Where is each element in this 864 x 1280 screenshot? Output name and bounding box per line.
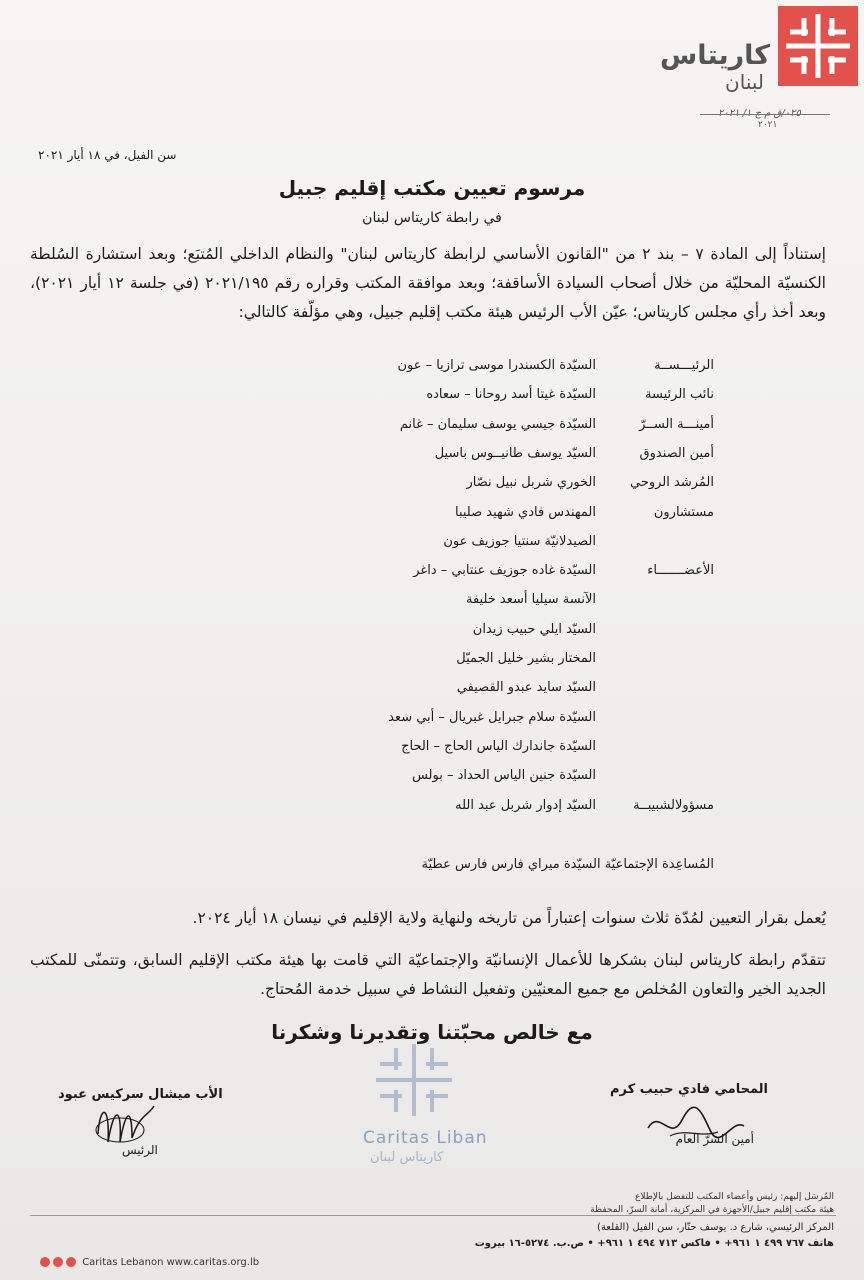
member-name: المهندس فادي شهيد صليبا xyxy=(454,505,596,520)
member-name: السيّدة سلام جبرايل غبريال – أبي سعد xyxy=(388,710,596,725)
member-name: الخوري شربل نبيل نصّار xyxy=(466,475,596,490)
reference-year: ٢٠٢١ xyxy=(758,120,778,130)
watermark-text-arabic: كاريتاس لبنان xyxy=(370,1150,444,1165)
member-name: السيّدة جيسي يوسف سليمان – غانم xyxy=(399,417,596,432)
footer-web xyxy=(40,1257,259,1268)
signature-right-name: المحامي فادي حبيب كرم xyxy=(610,1082,768,1097)
member-name: السيّدة جاندارك الياس الحاج – الحاج xyxy=(401,739,596,754)
closing-paragraph-thanks: تتقدّم رابطة كاريتاس لبنان بشكرها للأعمال الإنسانيّة والإجتماعيّة التي قامت بها هيئة مكتب الإقليم السابق، وتتمنّى للمكتب الجديد الخير والتعاون المُخلص مع جميع المعنيّين وتفعيل النشاط في سبيل خدمة المُحتاج. xyxy=(30,951,826,998)
member-name: السيّدة جنين الياس الحداد – بولس xyxy=(411,768,596,783)
member-role: نائب الرئيسة xyxy=(645,387,714,402)
footer-divider xyxy=(30,1215,836,1216)
caritas-logo-icon xyxy=(778,6,858,86)
member-name: الصيدلانيّة سنتيا جوزيف عون xyxy=(443,534,596,549)
member-name: السيّد ايلي حبيب زيدان xyxy=(472,622,596,637)
watermark-text: Caritas Liban xyxy=(363,1128,488,1148)
member-name: السيّدة غيتا أسد روحانا – سعاده xyxy=(426,387,596,402)
member-role: أمين الصندوق xyxy=(639,446,714,461)
caritas-watermark-icon xyxy=(366,1040,462,1120)
member-role: مستشارون xyxy=(653,505,714,520)
member-role: مسؤولالشبيبــة xyxy=(633,798,714,813)
document-subtitle: في رابطة كاريتاس لبنان xyxy=(362,210,502,226)
social-media-icon xyxy=(53,1257,63,1267)
social-assistant-line: المُساعِدة الإجتماعيّة السيّدة ميراي فارس فارس عطيّة xyxy=(421,857,714,872)
member-name: السيّد يوسف طانيــوس باسيل xyxy=(434,446,596,461)
member-role: أمينـــة الســرّ xyxy=(639,417,714,432)
footer-cc-label: المُرسَل إليهم: رئيس وأعضاء المكتب للتفضل بالإطلاع xyxy=(635,1192,834,1202)
signature-right-role: أمين السرّ العام xyxy=(675,1132,754,1146)
member-role: الأعضـــــــاء xyxy=(647,563,714,578)
signature-left-role: الرئيس xyxy=(122,1143,158,1157)
document-date: سن الفيل، في ١٨ أيار ٢٠٢١ xyxy=(38,148,177,162)
member-name: السيّد سايد عبدو القصيفي xyxy=(456,680,596,695)
social-media-icon xyxy=(66,1257,76,1267)
closing-motto: مع خالص محبّتنا وتقديرنا وشكرنا xyxy=(271,1020,593,1044)
reference-underline xyxy=(700,114,830,115)
footer-cc-line2: هيئة مكتب إقليم جبيل/الأجهزة في المركزية، أمانة السرّ، المحفظة xyxy=(590,1205,834,1215)
member-role: الرئيـــســة xyxy=(654,358,714,373)
social-media-icon xyxy=(40,1257,50,1267)
document-title: مرسوم تعيين مكتب إقليم جبيل xyxy=(278,176,586,200)
member-role: المُرشد الروحي xyxy=(629,475,714,490)
logo-country: لبنان xyxy=(725,70,764,94)
member-name: الآنسة سيليا أسعد خليفة xyxy=(465,592,596,607)
intro-paragraph: إستناداً إلى المادة ٧ – بند ٢ من "القانون الأساسي لرابطة كاريتاس لبنان" والنظام الداخلي المُتبَع؛ وبعد استشارة السُلطة الكنسيّة المحليّة من خلال أصحاب السيادة الأساقفة؛ وبعد موافقة المكتب وقراره رقم ٢٠٢١/١٩٥ (في جلسة ١٢ أيار ٢٠٢١)، وبعد أخذ رأي مجلس كاريتاس؛ عيّن الأب الرئيس هيئة مكتب إقليم جبيل، وهي مؤلّفة كالتالي: xyxy=(30,245,826,321)
footer-web-text: Caritas Lebanon www.caritas.org.lb xyxy=(82,1257,260,1268)
footer-address: المركز الرئيسي، شارع د. يوسف حتّار، سن الفيل (القلعة) xyxy=(597,1222,834,1233)
member-name: السيّد إدوار شربل عبد الله xyxy=(455,798,596,813)
footer-contact: هاتف ٧٦٧ ٤٩٩ ١ ٩٦١+ • فاكس ٧١٣ ٤٩٤ ١ ٩٦١+ • ص.ب. ٥٢٧٤-١٦ بيروت xyxy=(474,1238,834,1249)
member-name: السيّدة الكسندرا موسى ترازيا – عون xyxy=(397,358,596,373)
member-name: السيّدة غاده جوزيف عنتابي – داغر xyxy=(413,563,596,578)
member-name: المختار بشير خليل الجميّل xyxy=(456,651,596,666)
logo-name: كاريتاس xyxy=(660,40,770,71)
closing-paragraph-duration: يُعمل بقرار التعيين لمُدّة ثلاث سنوات إعتباراً من تاريخه ولنهاية ولاية الإقليم في نيسان ١٨ أيار ٢٠٢٤. xyxy=(192,909,826,927)
signature-left-name: الأب ميشال سركيس عبود xyxy=(58,1087,223,1102)
